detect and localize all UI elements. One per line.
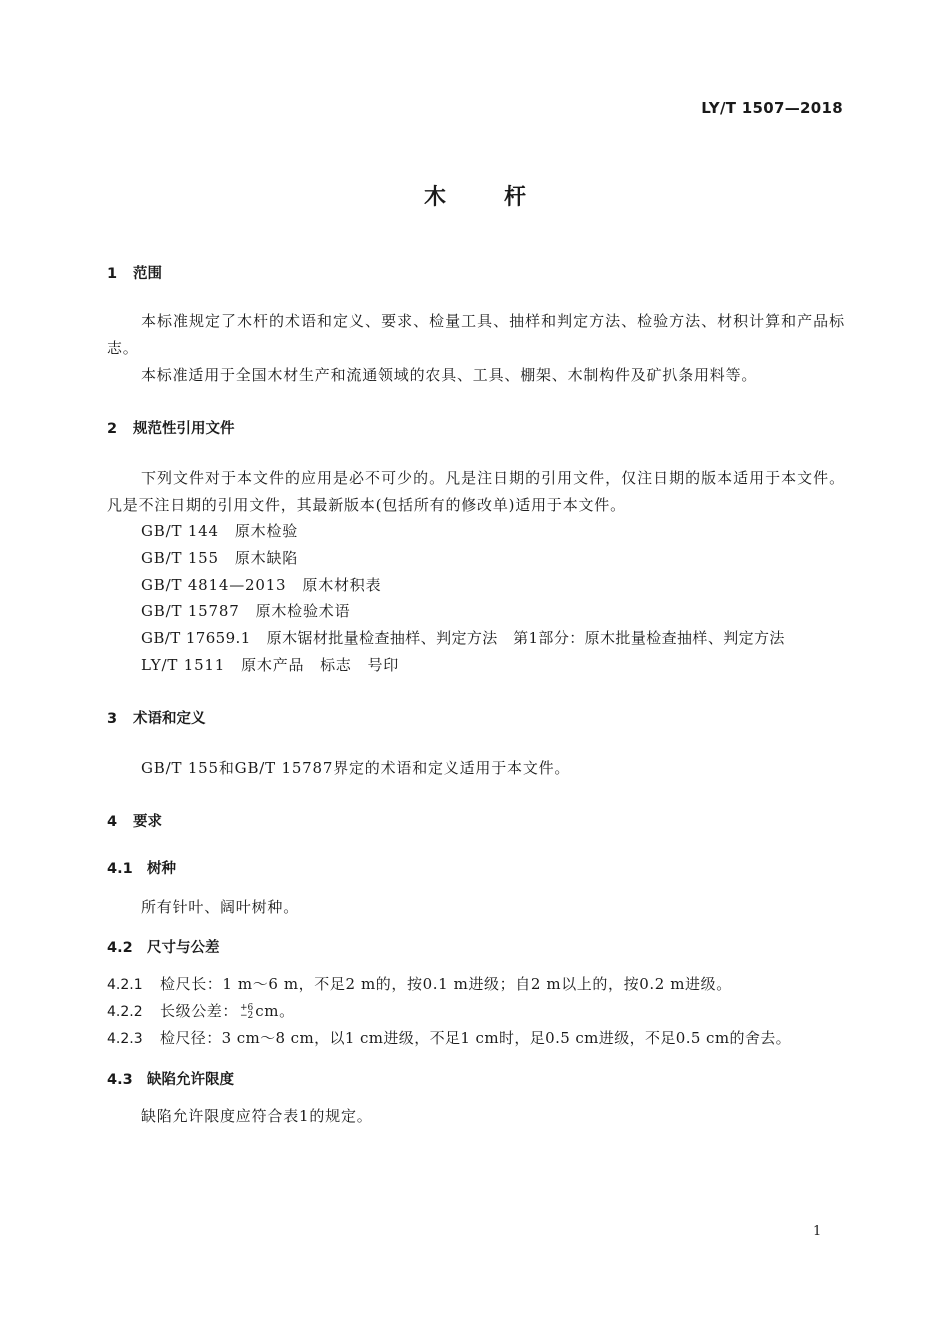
subsection-number: 4.3 xyxy=(107,1072,133,1088)
reference-title: 原木检验术语 xyxy=(255,602,351,620)
section-4-heading xyxy=(107,810,162,831)
subsection-number: 4.1 xyxy=(107,861,133,877)
section-3-heading xyxy=(107,707,206,728)
clause-4-2-2 xyxy=(107,998,295,1026)
clause-text: 检尺径：3 cm～8 cm，以1 cm进级，不足1 cm时，足0.5 cm进级，不足0.5 cm的舍去。 xyxy=(160,1029,792,1047)
section-2-intro: 下列文件对于本文件的应用是必不可少的。凡是注日期的引用文件，仅注日期的版本适用于本文件。凡是不注日期的引用文件，其最新版本(包括所有的修改单)适用于本文件。 xyxy=(107,469,845,514)
subsection-4-1-heading xyxy=(107,857,176,878)
section-1-paragraph-1: 本标准规定了木杆的术语和定义、要求、检量工具、抽样和判定方法、检验方法、材积计算和产品标志。 xyxy=(107,312,845,357)
reference-code: GB/T 155 xyxy=(141,549,219,567)
page-number: 1 xyxy=(813,1224,822,1239)
clause-number: 4.2.3 xyxy=(107,1031,143,1047)
reference-item xyxy=(141,598,350,625)
clause-unit: cm。 xyxy=(255,1002,295,1020)
section-2-heading xyxy=(107,417,235,438)
reference-item xyxy=(141,625,785,652)
section-1-paragraph-2: 本标准适用于全国木材生产和流通领域的农具、工具、棚架、木制构件及矿扒条用料等。 xyxy=(141,366,758,384)
section-number: 1 xyxy=(107,266,118,282)
tolerance-fraction xyxy=(240,1004,253,1020)
subsection-4-3-heading xyxy=(107,1068,234,1089)
section-title: 规范性引用文件 xyxy=(133,421,235,437)
clause-text: 检尺长：1 m～6 m，不足2 m的，按0.1 m进级；自2 m以上的，按0.2 m进级。 xyxy=(160,975,732,993)
section-number: 4 xyxy=(107,814,118,830)
title-char-2: 杆 xyxy=(504,185,527,210)
reference-item xyxy=(141,518,298,545)
title-char-1: 木 xyxy=(423,185,446,210)
subsection-title: 尺寸与公差 xyxy=(147,940,220,956)
clause-4-2-1 xyxy=(107,971,732,999)
reference-code: GB/T 17659.1 xyxy=(141,629,251,647)
section-1-heading xyxy=(107,262,162,283)
section-title: 范围 xyxy=(133,266,162,282)
clause-number: 4.2.2 xyxy=(107,1004,143,1020)
reference-code: LY/T 1511 xyxy=(141,656,226,674)
subsection-4-2-heading xyxy=(107,936,220,957)
reference-title: 原木锯材批量检查抽样、判定方法 第1部分：原木批量检查抽样、判定方法 xyxy=(266,629,785,647)
reference-title: 原木检验 xyxy=(234,522,299,540)
page-title xyxy=(0,180,950,211)
standard-code: LY/T 1507—2018 xyxy=(701,99,843,117)
section-number: 3 xyxy=(107,711,118,727)
tolerance-lower: −2 xyxy=(240,1011,254,1021)
reference-code: GB/T 144 xyxy=(141,522,219,540)
clause-text: 长级公差： xyxy=(160,1002,239,1020)
section-number: 2 xyxy=(107,421,118,437)
reference-title: 原木缺陷 xyxy=(234,549,299,567)
reference-code: GB/T 15787 xyxy=(141,602,240,620)
section-3-paragraph: GB/T 155和GB/T 15787界定的术语和定义适用于本文件。 xyxy=(141,759,571,777)
reference-code: GB/T 4814—2013 xyxy=(141,576,287,594)
subsection-number: 4.2 xyxy=(107,940,133,956)
subsection-title: 树种 xyxy=(147,861,176,877)
clause-4-2-3 xyxy=(107,1025,791,1053)
section-title: 要求 xyxy=(133,814,162,830)
tolerance-upper: +6 xyxy=(240,1003,254,1013)
subsection-4-1-text: 所有针叶、阔叶树种。 xyxy=(141,898,300,916)
subsection-4-3-text: 缺陷允许限度应符合表1的规定。 xyxy=(141,1107,373,1125)
reference-title: 原木材积表 xyxy=(302,576,382,594)
reference-title: 原木产品 标志 号印 xyxy=(241,656,400,674)
section-title: 术语和定义 xyxy=(133,711,206,727)
reference-item xyxy=(141,572,381,599)
clause-number: 4.2.1 xyxy=(107,977,143,993)
reference-item xyxy=(141,652,399,679)
subsection-title: 缺陷允许限度 xyxy=(147,1072,234,1088)
reference-item xyxy=(141,545,298,572)
